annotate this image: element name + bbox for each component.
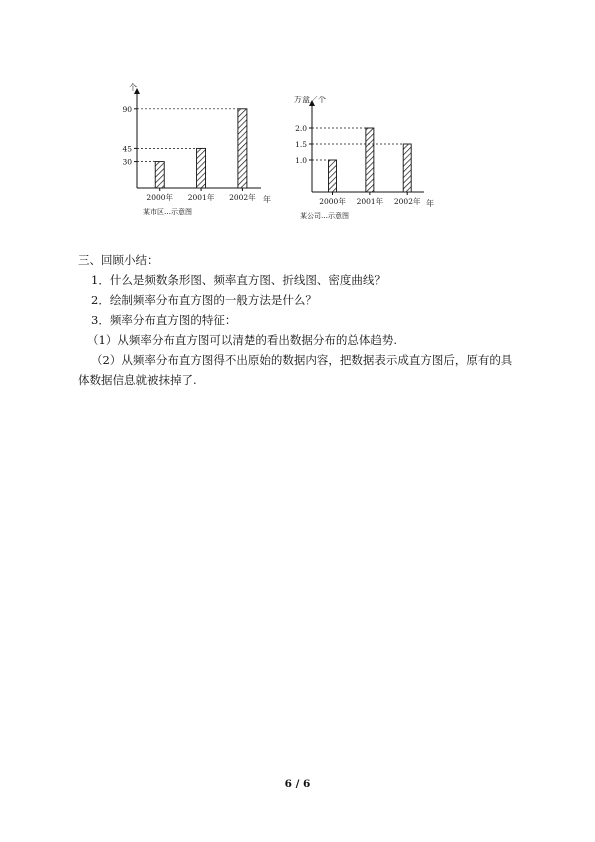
x-tick-label: 2001年 (356, 197, 384, 206)
feature-2: （2）从频率分布直方图得不出原始的数据内容，把数据表示成直方图后，原有的具体数据信息就被抹掉了. (78, 353, 513, 387)
x-tick-label: 2002年 (229, 193, 256, 202)
x-unit-label: 年 (426, 199, 434, 208)
page-number: 6 / 6 (284, 778, 311, 790)
y-tick-label: 30 (122, 157, 132, 167)
section-title: 三、回顾小结： (78, 253, 159, 267)
chart-caption: 某市区…示意图 (143, 208, 192, 216)
bar (366, 128, 374, 192)
bar-chart-right-svg (292, 96, 442, 228)
y-unit-label: 万盒／个 (294, 96, 326, 104)
chart-caption: 某公司…示意图 (300, 212, 349, 220)
bar (329, 160, 337, 192)
y-tick-label: 1.0 (295, 156, 307, 165)
question-3: 3．频率分布直方图的特征： (91, 313, 237, 327)
question-1: 1．什么是频数条形图、频率直方图、折线图、密度曲线？ (91, 273, 386, 287)
bar-chart-left (105, 80, 275, 230)
summary-section (78, 250, 518, 390)
question-2: 2．绘制频率分布直方图的一般方法是什么？ (91, 293, 317, 307)
y-tick-label: 2.0 (295, 124, 307, 133)
x-tick-label: 2001年 (187, 193, 215, 202)
bar-chart-left-svg (105, 80, 275, 230)
x-tick-label: 2000年 (319, 197, 346, 206)
x-tick-label: 2002年 (393, 197, 421, 206)
bar-chart-right (292, 96, 442, 228)
y-unit-label: 个 (129, 83, 137, 92)
bar (238, 109, 247, 188)
feature-1: （1）从频率分布直方图可以清楚的看出数据分布的总体趋势. (87, 333, 397, 347)
x-unit-label: 年 (263, 195, 271, 204)
bar (197, 148, 206, 188)
bar (155, 162, 164, 188)
y-tick-label: 45 (122, 144, 132, 154)
bar (403, 144, 411, 192)
x-tick-label: 2000年 (146, 193, 174, 202)
y-tick-label: 1.5 (295, 140, 307, 149)
y-tick-label: 90 (122, 104, 132, 114)
